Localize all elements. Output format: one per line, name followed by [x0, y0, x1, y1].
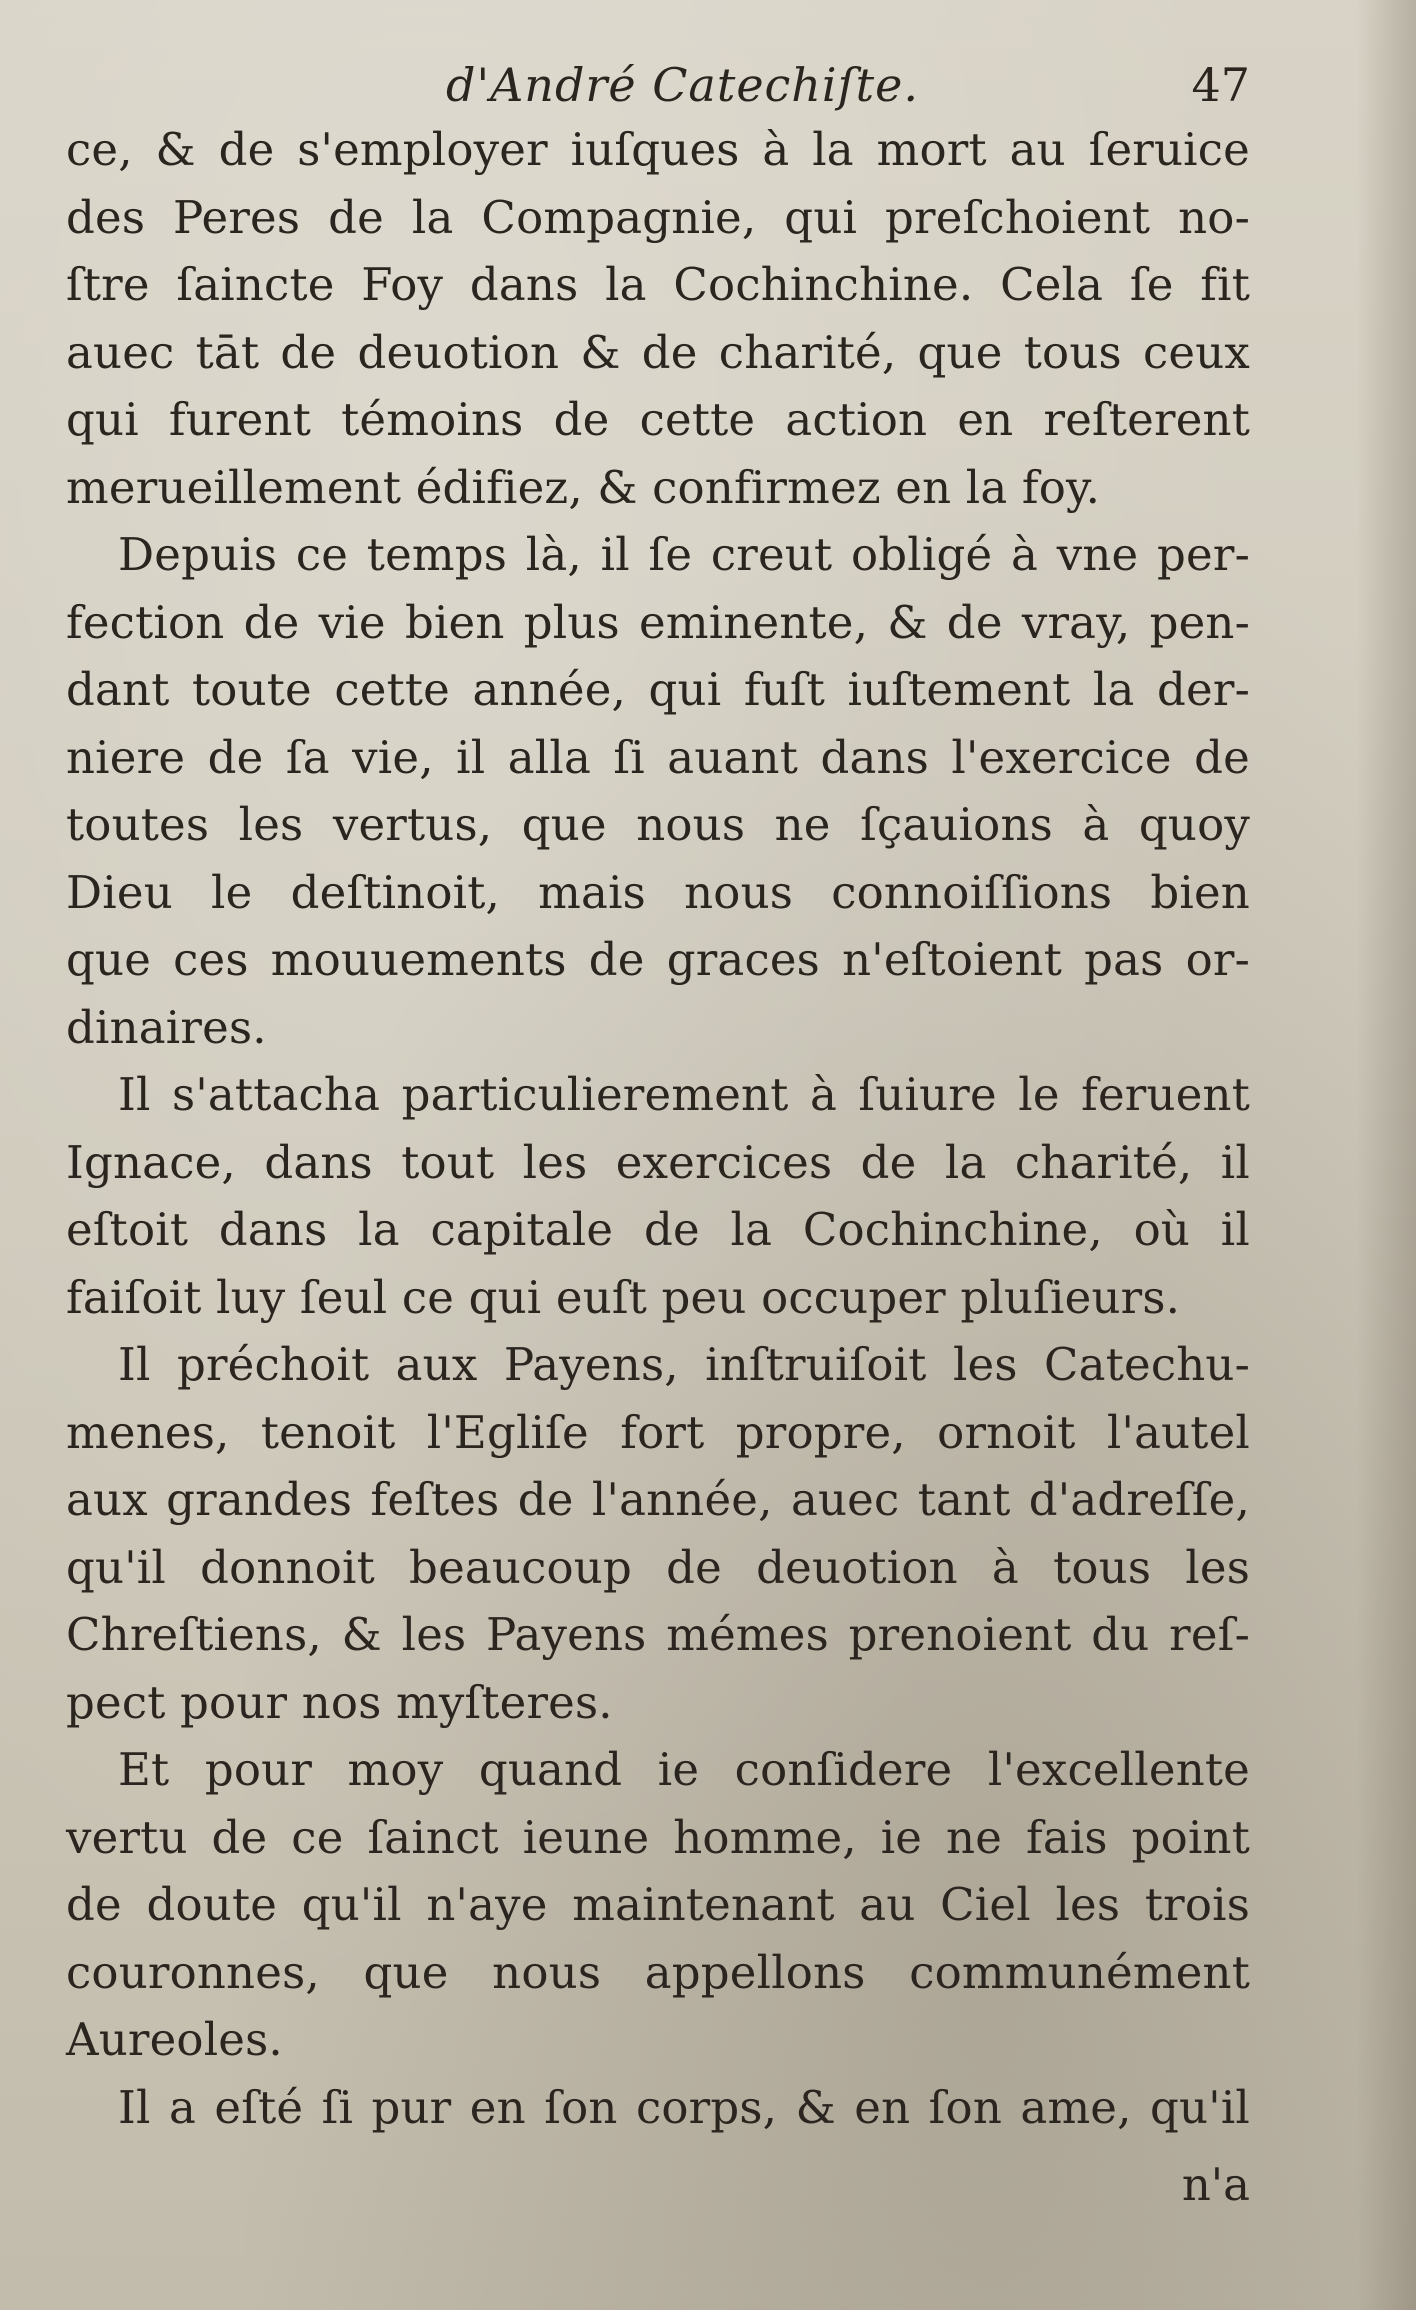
- text-line: couronnes, que nous appellons communément: [66, 1945, 1250, 1999]
- text-line: eſtoit dans la capitale de la Cochinchine, où il: [66, 1203, 1250, 1256]
- text-line: qui furent témoins de cette action en reſterent: [66, 393, 1250, 446]
- text-line: pect pour nos myſteres.: [66, 1675, 613, 1729]
- text-line: Aureoles.: [66, 2013, 283, 2066]
- text-line: Chreſtiens, & les Payens mémes prenoient du reſ-: [66, 1608, 1250, 1661]
- running-title: d'André Catechiſte.: [446, 58, 920, 112]
- text-line: fection de vie bien plus eminente, & de vray, pen-: [66, 595, 1250, 649]
- text-line: auec tāt de deuotion & de charité, que tous ceux: [66, 325, 1250, 379]
- paragraph-first-line: Il préchoit aux Payens, inſtruiſoit les Catechu-: [118, 1338, 1250, 1391]
- paragraph-first-line: Il s'attacha particulierement à ſuiure le feruent: [118, 1068, 1250, 1121]
- page-number: 47: [1191, 58, 1250, 112]
- text-line: menes, tenoit l'Egliſe fort propre, ornoit l'autel: [66, 1405, 1250, 1459]
- text-line: de doute qu'il n'aye maintenant au Ciel les trois: [66, 1878, 1250, 1931]
- text-line: merueillement édifiez, & confirmez en la foy.: [66, 460, 1101, 514]
- paragraph-first-line: Il a eſté ſi pur en ſon corps, & en ſon ame, qu'il: [118, 2080, 1250, 2134]
- text-line: qu'il donnoit beaucoup de deuotion à tous les: [66, 1540, 1250, 1594]
- text-line: des Peres de la Compagnie, qui preſchoient no-: [66, 190, 1250, 244]
- text-line: dinaires.: [66, 1000, 267, 1054]
- text-line: toutes les vertus, que nous ne ſçauions à quoy: [66, 798, 1250, 851]
- text-line: niere de ſa vie, il alla ſi auant dans l'exercice de: [66, 730, 1250, 784]
- text-line: Ignace, dans tout les exercices de la charité, il: [66, 1135, 1250, 1189]
- paragraph-first-line: Et pour moy quand ie conſidere l'excellente: [118, 1743, 1250, 1796]
- text-line: aux grandes feſtes de l'année, auec tant d'adreſſe,: [66, 1473, 1250, 1526]
- body-text: [66, 116, 1250, 2141]
- text-line: ce, & de s'employer iuſques à la mort au ſeruice: [66, 123, 1250, 176]
- text-line: vertu de ce ſainct ieune homme, ie ne fais point: [66, 1810, 1250, 1864]
- text-line: dant toute cette année, qui fuſt iuſtement la der-: [66, 663, 1250, 716]
- text-line: que ces mouuements de graces n'eſtoient pas or-: [66, 933, 1250, 986]
- paragraph-first-line: Depuis ce temps là, il ſe creut obligé à vne per-: [118, 528, 1250, 581]
- catchword: n'a: [1181, 2158, 1250, 2211]
- text-line: faiſoit luy ſeul ce qui euſt peu occuper pluſieurs.: [66, 1270, 1181, 1324]
- text-line: Dieu le deſtinoit, mais nous connoiſſions bien: [66, 865, 1250, 919]
- text-line: ſtre ſaincte Foy dans la Cochinchine. Cela ſe fit: [66, 258, 1250, 311]
